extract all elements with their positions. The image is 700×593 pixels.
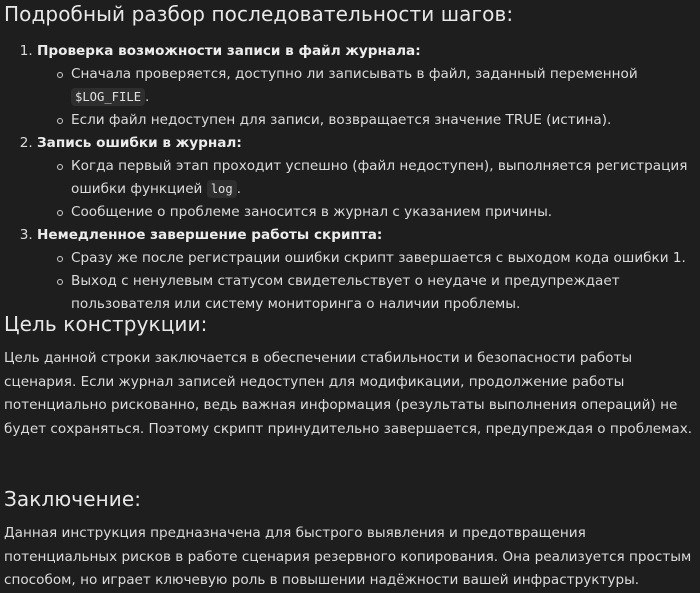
detail-item <box>57 155 695 201</box>
steps-heading: Подробный разбор последовательности шагов: <box>4 2 514 26</box>
detail-item <box>57 63 695 109</box>
inline-code: $LOG_FILE <box>71 88 145 106</box>
step-item <box>37 224 695 316</box>
steps-list <box>4 40 695 316</box>
goal-heading: Цель конструкции: <box>4 312 208 336</box>
step-item <box>37 40 695 132</box>
detail-item <box>57 270 695 316</box>
detail-text: Когда первый этап проходит успешно (файл недоступен), выполняется регистрация ошибки функцией <box>71 158 688 197</box>
conclusion-paragraph: Данная инструкция предназначена для быстрого выявления и предотвращения потенциальных рисков в работе сценария резервного копирования. Она реализуется простым способом, но играет ключевую роль в повышении надёжности вашей инфраструктуры. <box>4 525 692 589</box>
detail-item <box>57 109 695 132</box>
detail-text: Сообщение о проблеме заносится в журнал с указанием причины. <box>71 204 553 220</box>
detail-text-end: . <box>145 89 150 105</box>
step-details <box>37 155 695 224</box>
detail-text: Если файл недоступен для записи, возвращается значение TRUE (истина). <box>71 112 612 128</box>
step-title: Запись ошибки в журнал: <box>37 135 242 151</box>
step-title: Немедленное завершение работы скрипта: <box>37 227 383 243</box>
conclusion-heading: Заключение: <box>4 487 142 511</box>
detail-text: Выход с ненулевым статусом свидетельствует о неудаче и предупреждает пользователя или систему мониторинга о наличии проблемы. <box>71 273 620 312</box>
step-item <box>37 132 695 224</box>
step-details <box>37 247 695 316</box>
goal-paragraph: Цель данной строки заключается в обеспечении стабильности и безопасности работы сценария. Если журнал записей недоступен для модификации, продолжение работы потенциально рискованно, ведь важная информация (результаты выполнения операций) не будет сохраняться. Поэтому скрипт принудительно завершается, предупреждая о проблемах. <box>4 350 693 438</box>
step-details <box>37 63 695 132</box>
detail-text: Сначала проверяется, доступно ли записывать в файл, заданный переменной <box>71 66 638 82</box>
detail-item <box>57 201 695 224</box>
step-title: Проверка возможности записи в файл журнала: <box>37 43 421 59</box>
detail-text-end: . <box>236 181 242 197</box>
detail-text: Сразу же после регистрации ошибки скрипт завершается с выходом кода ошибки 1. <box>71 250 686 266</box>
detail-item <box>57 247 695 270</box>
inline-code: log <box>207 180 237 198</box>
